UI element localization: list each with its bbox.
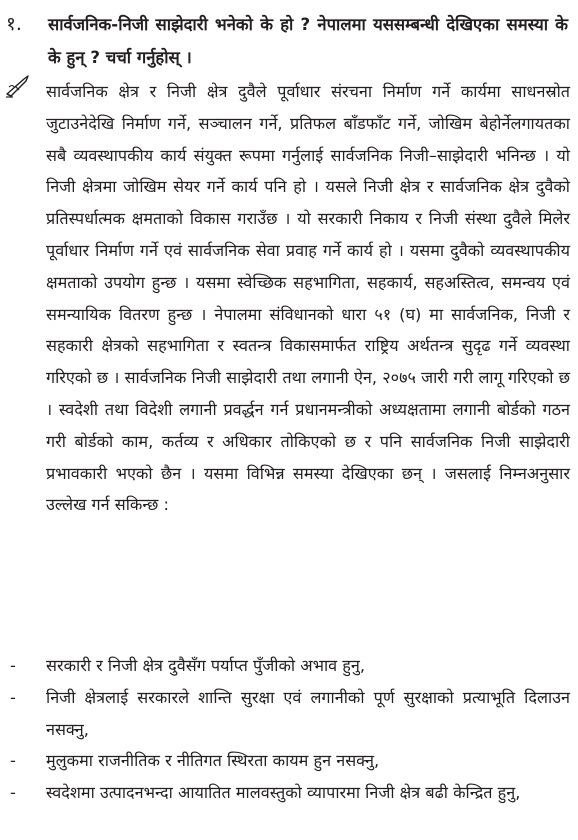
list-item-text: स्वदेशमा उत्पादनभन्दा आयातित मालवस्तुको व्यापारमा निजी क्षेत्र बढी केन्द्रित हुनु, <box>46 783 521 803</box>
list-dash: - <box>10 656 16 675</box>
list-item <box>0 682 570 746</box>
answer-paragraph: सार्वजनिक क्षेत्र र निजी क्षेत्र दुवैले पूर्वाधार संरचना निर्माण गर्ने कार्यमा साधनस्रोत जुटाउनेदेखि निर्माण गर्ने, सञ्चालन गर्ने, प्रतिफल बाँडफाँट गर्ने, जोखिम बेहोर्नेलगायतका सबै व्यवस्थापकीय कार्य संयुक्त रूपमा गर्नुलाई सार्वजनिक निजी–साझेदारी भनिन्छ । यो निजी क्षेत्रमा जोखिम सेयर गर्ने कार्य पनि हो । यसले निजी क्षेत्र र सार्वजनिक क्षेत्र दुवैको प्रतिस्पर्धात्मक क्षमताको विकास गराउँछ । यो सरकारी निकाय र निजी संस्था दुवैले मिलेर पूर्वाधार निर्माण गर्ने एवं सार्वजनिक सेवा प्रवाह गर्ने कार्य हो । यसमा दुवैको व्यवस्थापकीय क्षमताको उपयोग हुन्छ । यसमा स्वेच्छिक सहभागिता, सहकार्य, सहअस्तित्व, समन्वय एवं समन्यायिक वितरण हुन्छ । नेपालमा संविधानको धारा ५१ (घ) मा सार्वजनिक, निजी र सहकारी क्षेत्रको सहभागिता र स्वतन्त्र विकासमार्फत राष्ट्रिय अर्थतन्त्र सुदृढ गर्ने व्यवस्था गरिएको छ । सार्वजनिक निजी साझेदारी तथा लगानी ऐन, २०७५ जारी गरी लागू गरिएको छ । स्वदेशी तथा विदेशी लगानी प्रवर्द्धन गर्न प्रधानमन्त्रीको अध्यक्षतामा लगानी बोर्डको गठन गरी बोर्डको काम, कर्तव्य र अधिकार तोकिएको छ र पनि सार्वजनिक निजी साझेदारी प्रभावकारी भएको छैन । यसमा विभिन्न समस्या देखिएका छन् । जसलाई निम्नअनुसार उल्लेख गर्न सकिन्छ : <box>46 82 570 515</box>
problem-list <box>0 650 578 809</box>
question-text: सार्वजनिक-निजी साझेदारी भनेको के हो ? नेपालमा यससम्बन्धी देखिएका समस्या के के हुन् ? चर्चा गर्नुहोस् । <box>48 15 568 67</box>
list-item <box>0 777 570 809</box>
list-dash: - <box>10 751 16 771</box>
list-item <box>0 745 570 777</box>
pen-nib-icon <box>4 72 30 98</box>
list-item-text: सरकारी र निजी क्षेत्र दुवैसँग पर्याप्त पुँजीको अभाव हुनु, <box>46 656 366 675</box>
list-item <box>0 650 570 682</box>
list-item-text: मुलुकमा राजनीतिक र नीतिगत स्थिरता कायम हुन नसक्नु, <box>46 751 380 771</box>
list-dash: - <box>10 783 16 803</box>
list-item-text: निजी क्षेत्रलाई सरकारले शान्ति सुरक्षा एवं लगानीको पूर्ण सुरक्षाको प्रत्याभूति दिलाउन नसक्नु, <box>46 687 570 739</box>
list-dash: - <box>10 687 16 707</box>
question-number: १. <box>6 13 22 35</box>
